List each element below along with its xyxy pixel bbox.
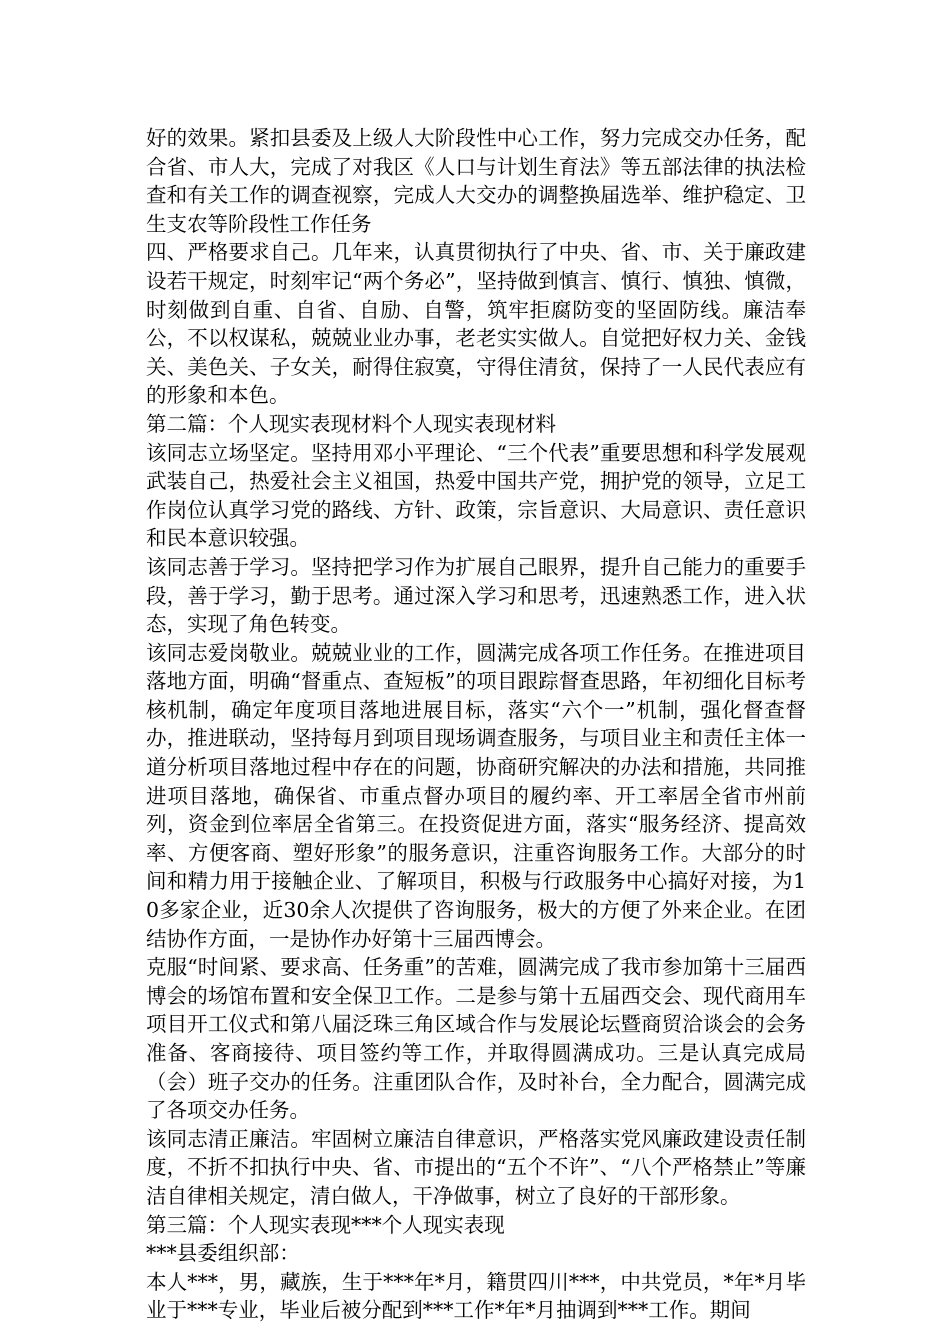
document-body: [146, 124, 806, 1325]
letter-salutation: ***县委组织部：: [146, 1241, 300, 1266]
paragraph-integrity: 该同志清正廉洁。牢固树立廉洁自律意识，严格落实党风廉政建设责任制度，不折不扣执行中央、省、市提出的“五个不许”、“八个严格禁止”等廉洁自律相关规定，清白做人，干净做事，树立了良好的干部形象。: [146, 1126, 806, 1208]
section-heading-part-three: 第三篇：个人现实表现***个人现实表现: [146, 1212, 505, 1237]
paragraph-dedicated-to-work: 该同志爱岗敬业。兢兢业业的工作，圆满完成各项工作任务。在推进项目落地方面，明确“督重点、查短板”的项目跟踪督查思路，年初细化目标考核机制，确定年度项目落地进展目标，落实“六个一”机制，强化督查督办，推进联动，坚持每月到项目现场调查服务，与项目业主和责任主体一道分析项目落地过程中存在的问题，协商研究解决的办法和措施，共同推进项目落地，确保省、市重点督办项目的履约率、开工率居全省市州前列，资金到位率居全省第三。在投资促进方面，落实“服务经济、提高效率、方便客商、塑好形象”的服务意识，注重咨询服务工作。大部分的时间和精力用于接触企业、了解项目，积极与行政服务中心搞好对接，为10多家企业，近30余人次提供了咨询服务，极大的方便了外来企业。在团结协作方面，一是协作办好第十三届西博会。: [146, 640, 806, 951]
paragraph-overcoming-difficulties: 克服“时间紧、要求高、任务重”的苦难，圆满完成了我市参加第十三届西博会的场馆布置和安全保卫工作。二是参与第十五届西交会、现代商用车项目开工仪式和第八届泛珠三角区域合作与发展论坛暨商贸洽谈会的会务准备、客商接待、项目签约等工作，并取得圆满成功。三是认真完成局（会）班子交办的任务。注重团队合作，及时补台，全力配合，圆满完成了各项交办任务。: [146, 955, 806, 1123]
paragraph-good-at-learning: 该同志善于学习。坚持把学习作为扩展自己眼界，提升自己能力的重要手段，善于学习，勤于思考。通过深入学习和思考，迅速熟悉工作，进入状态，实现了角色转变。: [146, 554, 806, 637]
section-heading-part-two: 第二篇：个人现实表现材料个人现实表现材料: [146, 411, 556, 436]
paragraph-firm-stance: 该同志立场坚定。坚持用邓小平理论、“三个代表”重要思想和科学发展观武装自己，热爱社会主义祖国，热爱中国共产党，拥护党的领导，立足工作岗位认真学习党的路线、方针、政策，宗旨意识、大局意识、责任意识和民本意识较强。: [146, 440, 806, 551]
paragraph-intro-continuation: 好的效果。紧扣县委及上级人大阶段性中心工作，努力完成交办任务，配合省、市人大，完成了对我区《人口与计划生育法》等五部法律的执法检查和有关工作的调查视察，完成人大交办的调整换届选举、维护稳定、卫生支农等阶段性工作任务: [146, 126, 806, 236]
paragraph-personal-introduction: 本人***，男，藏族，生于***年*月，籍贯四川***，中共党员，*年*月毕业于***专业，毕业后被分配到***工作*年*月抽调到***工作。期间: [146, 1269, 806, 1323]
paragraph-strict-self-discipline: 四、严格要求自己。几年来，认真贯彻执行了中央、省、市、关于廉政建设若干规定，时刻牢记“两个务必”，坚持做到慎言、慎行、慎独、慎微，时刻做到自重、自省、自励、自警，筑牢拒腐防变的坚固防线。廉洁奉公，不以权谋私，兢兢业业办事，老老实实做人。自觉把好权力关、金钱关、美色关、子女关，耐得住寂寞，守得住清贫，保持了一人民代表应有的形象和本色。: [146, 240, 806, 408]
